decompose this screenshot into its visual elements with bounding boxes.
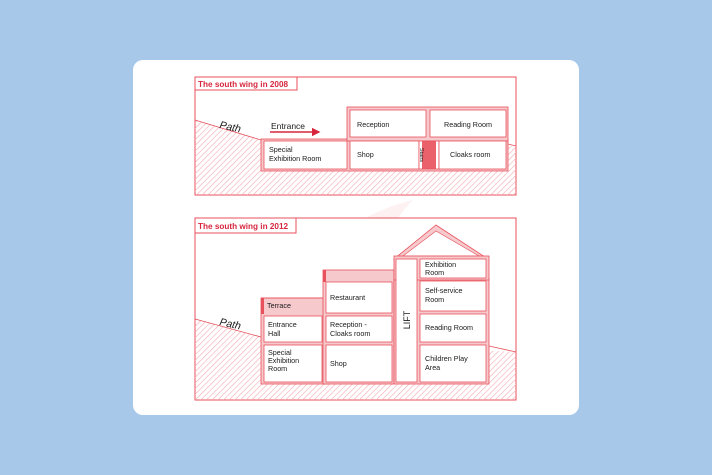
- room-children-play-line1: Children Play: [425, 354, 468, 363]
- diagram-card: [133, 60, 579, 415]
- plan-2008-title: The south wing in 2008: [198, 80, 289, 89]
- plan-2008: [195, 77, 516, 195]
- lift-label: LIFT: [402, 310, 412, 330]
- room-exhibition-2012-line1: Exhibition: [425, 260, 457, 269]
- room-children-play-line2: Area: [425, 363, 441, 372]
- path-label-2012: Path: [218, 316, 243, 333]
- room-special-exhibition-2012-line1: Special: [268, 348, 292, 357]
- room-self-service-line2: Room: [425, 295, 445, 304]
- floor-plans-diagram: [133, 60, 579, 415]
- room-shop-2008-label: Shop: [357, 150, 374, 159]
- room-reading-2008-label: Reading Room: [444, 120, 492, 129]
- room-cloaks-2008-label: Cloaks room: [450, 150, 491, 159]
- room-special-exhibition-2012-line2: Exhibition: [268, 356, 300, 365]
- room-reception-cloaks-line2: Cloaks room: [330, 329, 371, 338]
- room-special-exhibition-2008-line2: Exhibition Room: [269, 154, 322, 163]
- plan-2012: [195, 218, 516, 400]
- plan-2012-title: The south wing in 2012: [198, 222, 289, 231]
- entrance-label: Entrance: [271, 121, 306, 131]
- room-special-exhibition-2012-line3: Room: [268, 364, 288, 373]
- room-entrance-hall-line1: Entrance: [268, 320, 297, 329]
- room-reading-2012-label: Reading Room: [425, 323, 473, 332]
- room-entrance-hall-line2: Hall: [268, 329, 281, 338]
- room-reception-cloaks-line1: Reception -: [330, 320, 367, 329]
- terrace-label: Terrace: [267, 301, 291, 310]
- room-stairs-2008-label: Stairs: [418, 147, 424, 163]
- path-label-2008: Path: [218, 119, 243, 136]
- room-exhibition-2012-line2: Room: [425, 268, 445, 277]
- room-special-exhibition-2008-line1: Special: [269, 145, 293, 154]
- room-shop-2012-label: Shop: [330, 359, 347, 368]
- room-restaurant-label: Restaurant: [330, 293, 366, 302]
- room-reception-2008-label: Reception: [357, 120, 390, 129]
- room-self-service-line1: Self-service: [425, 286, 463, 295]
